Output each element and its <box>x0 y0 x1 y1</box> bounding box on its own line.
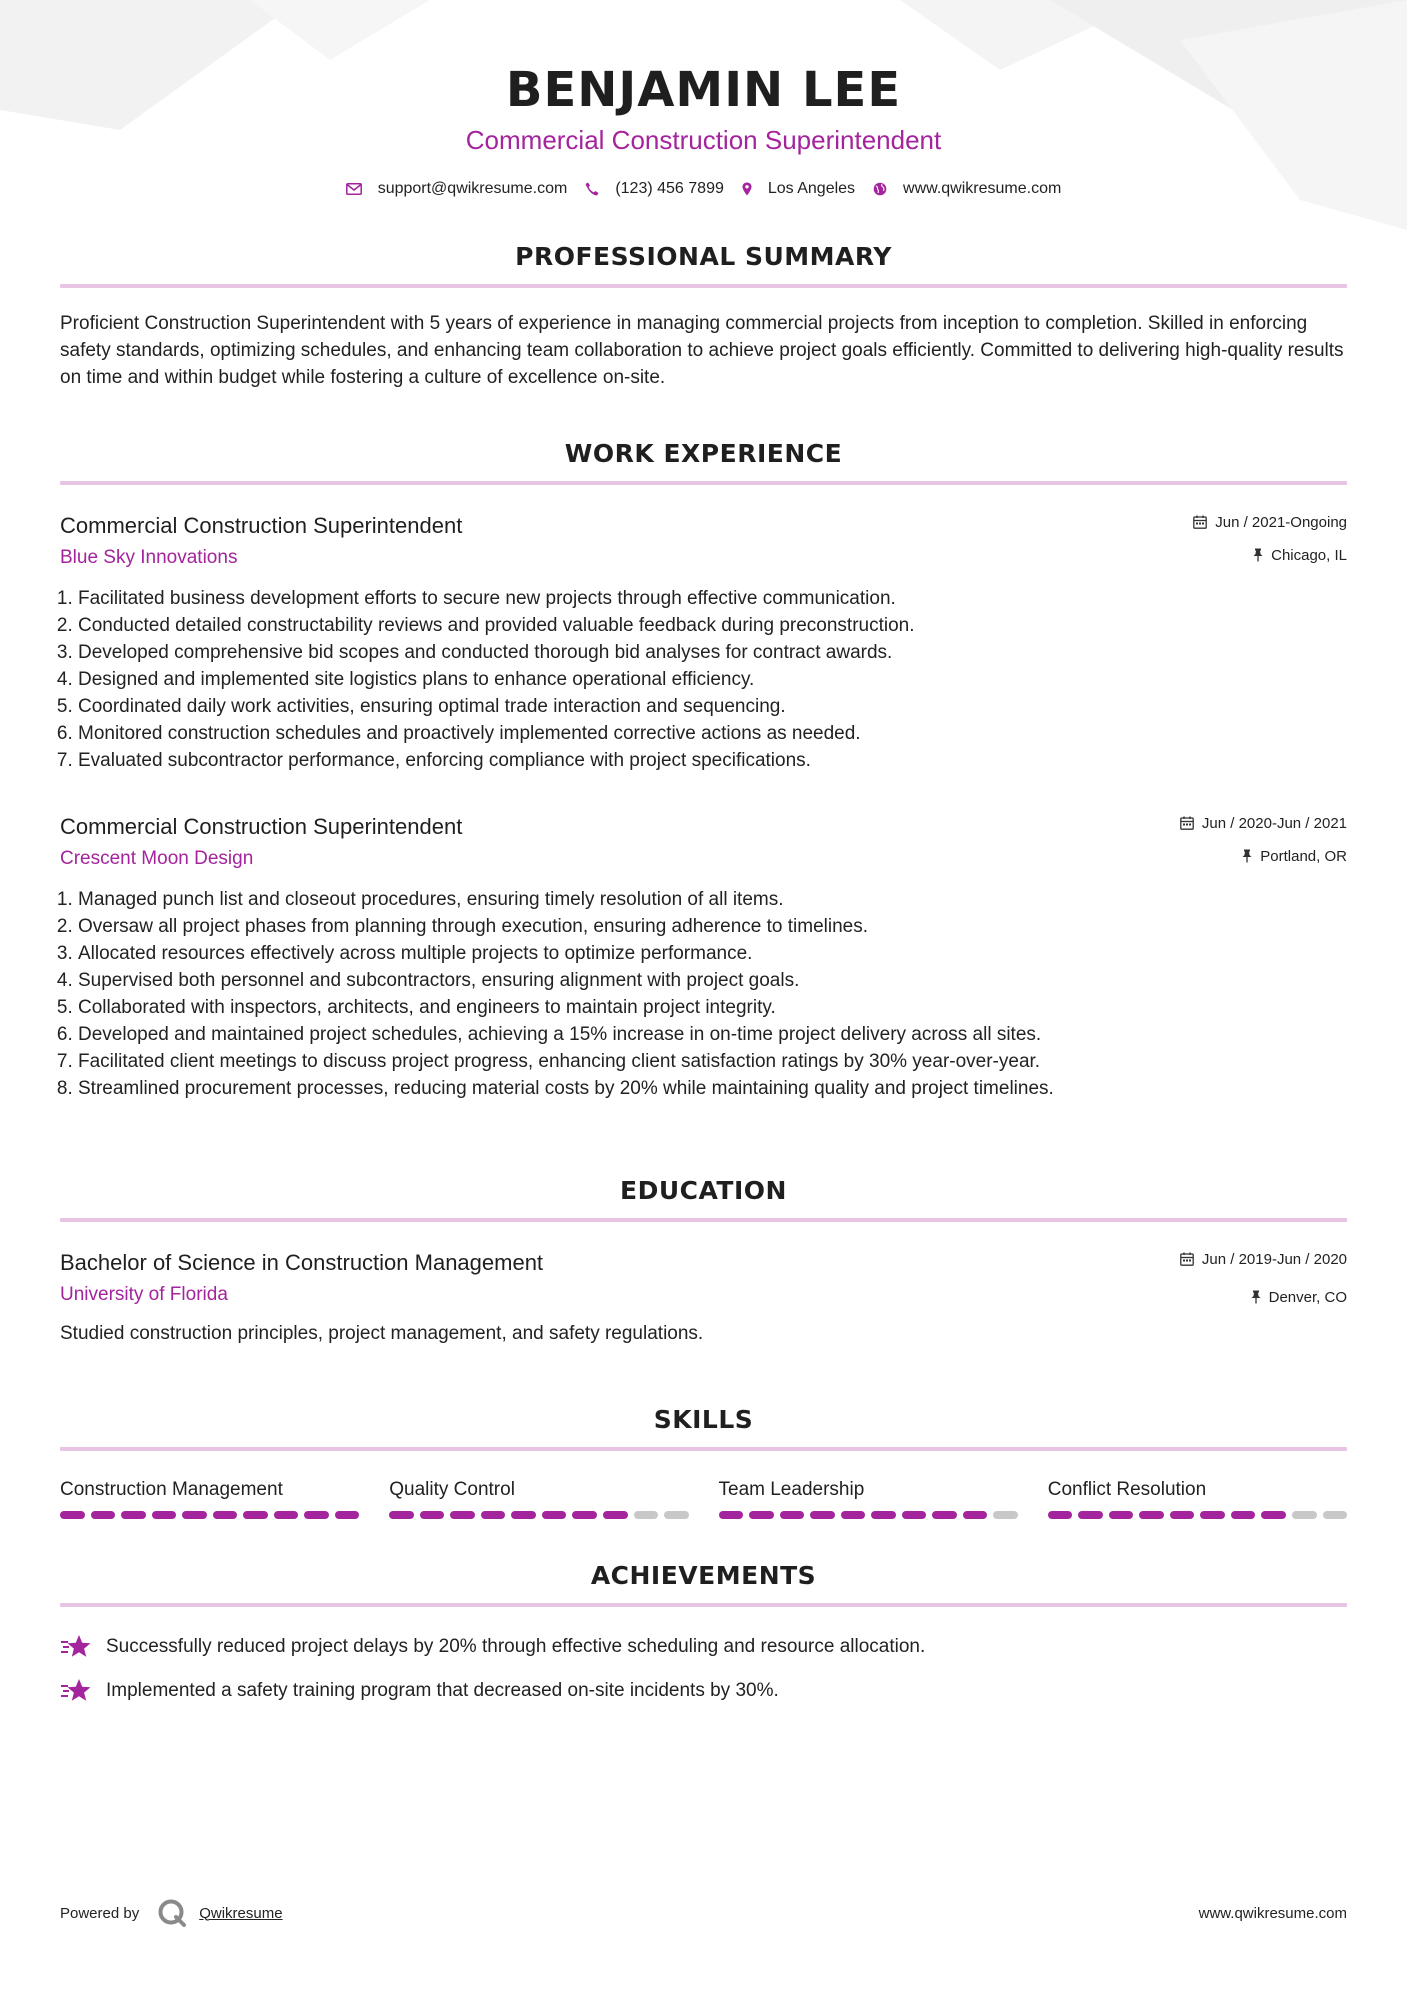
job-dates: Jun / 2021-Ongoing <box>1215 513 1347 531</box>
skill-segment-filled <box>603 1511 628 1519</box>
website-text: www.qwikresume.com <box>903 180 1062 197</box>
education-section <box>60 1176 1347 1347</box>
job-bullets <box>60 585 1347 774</box>
skill-segment-filled <box>749 1511 774 1519</box>
job-location: Chicago, IL <box>1271 546 1347 564</box>
email-text: support@qwikresume.com <box>377 180 568 197</box>
skill-segment-filled <box>1261 1511 1286 1519</box>
achievements-heading: ACHIEVEMENTS <box>590 1561 817 1590</box>
skill-segment-filled <box>450 1511 475 1519</box>
list-item: 6. Developed and maintained project schedules, achieving a 15% increase in on-time project delivery across all sites. <box>78 1021 1347 1048</box>
skill-segment-filled <box>481 1511 506 1519</box>
skill-segment-filled <box>963 1511 988 1519</box>
list-item: 7. Evaluated subcontractor performance, enforcing compliance with project specifications. <box>78 747 1347 774</box>
skill-level-bar <box>1048 1511 1347 1519</box>
skill-segment-empty <box>1323 1511 1348 1519</box>
list-item: 2. Conducted detailed constructability reviews and provided valuable feedback during preconstruction. <box>78 612 1347 639</box>
skill-segment-filled <box>91 1511 116 1519</box>
contact-bar <box>60 178 1347 200</box>
skill-segment-filled <box>60 1511 85 1519</box>
pushpin-icon <box>1242 849 1252 863</box>
list-item: 2. Oversaw all project phases from planning through execution, ensuring adherence to timelines. <box>78 913 1347 940</box>
list-item: 3. Developed comprehensive bid scopes and conducted thorough bid analyses for contract awards. <box>78 639 1347 666</box>
achievement-item <box>60 1677 1347 1704</box>
skill-segment-filled <box>335 1511 360 1519</box>
job-bullets <box>60 886 1347 1102</box>
skill-segment-filled <box>1139 1511 1164 1519</box>
skill-name: Team Leadership <box>718 1479 865 1500</box>
section-divider <box>60 1218 1347 1222</box>
job-dates: Jun / 2020-Jun / 2021 <box>1201 814 1347 832</box>
phone-text: (123) 456 7899 <box>615 180 724 197</box>
footer-website-link[interactable]: www.qwikresume.com <box>1198 1904 1347 1922</box>
skill-segment-filled <box>121 1511 146 1519</box>
skills-heading: SKILLS <box>653 1405 754 1434</box>
list-item: 4. Designed and implemented site logistics plans to enhance operational efficiency. <box>78 666 1347 693</box>
skill-segment-filled <box>152 1511 177 1519</box>
job-location: Portland, OR <box>1260 847 1347 865</box>
skill-name: Construction Management <box>60 1479 283 1500</box>
education-location: Denver, CO <box>1268 1288 1347 1306</box>
calendar-icon <box>1180 816 1194 830</box>
skill-level-bar <box>389 1511 688 1519</box>
map-pin-icon <box>742 182 752 196</box>
skill-item <box>719 1477 1018 1519</box>
skill-segment-filled <box>243 1511 268 1519</box>
summary-section <box>60 242 1347 391</box>
section-divider <box>60 1603 1347 1607</box>
candidate-title: Commercial Construction Superintendent <box>465 125 942 155</box>
skill-segment-filled <box>932 1511 957 1519</box>
skill-segment-empty <box>993 1511 1018 1519</box>
list-item: 1. Facilitated business development efforts to secure new projects through effective communication. <box>78 585 1347 612</box>
list-item: 4. Supervised both personnel and subcontractors, ensuring alignment with project goals. <box>78 967 1347 994</box>
pushpin-icon <box>1251 1290 1261 1304</box>
skills-section <box>60 1405 1347 1519</box>
job-role: Commercial Construction Superintendent <box>60 513 463 538</box>
resume-header <box>60 0 1347 200</box>
section-divider <box>60 1447 1347 1451</box>
achievements-list <box>60 1633 1347 1704</box>
skill-level-bar <box>60 1511 359 1519</box>
skill-segment-filled <box>511 1511 536 1519</box>
skill-item <box>1048 1477 1347 1519</box>
skill-segment-filled <box>213 1511 238 1519</box>
school-name: University of Florida <box>60 1284 228 1305</box>
skill-item <box>389 1477 688 1519</box>
education-entry <box>60 1248 1347 1347</box>
envelope-icon <box>346 183 362 195</box>
skill-segment-filled <box>304 1511 329 1519</box>
education-description: Studied construction principles, project management, and safety regulations. <box>60 1323 704 1344</box>
skill-segment-filled <box>1200 1511 1225 1519</box>
summary-text: Proficient Construction Superintendent with 5 years of experience in managing commercial projects from inception to completion. Skilled in enforcing safety standards, optimizing schedules, and enhancing team collaboration to achieve project goals efficiently. Committed to delivering high-quality results on time and within budget while fostering a culture of excellence on-site. <box>60 313 1344 388</box>
pushpin-icon <box>1253 548 1263 562</box>
skill-segment-empty <box>634 1511 659 1519</box>
powered-by-label: Powered by <box>60 1904 140 1922</box>
skill-segment-filled <box>810 1511 835 1519</box>
skill-segment-filled <box>871 1511 896 1519</box>
skill-segment-filled <box>389 1511 414 1519</box>
skill-segment-filled <box>1231 1511 1256 1519</box>
contact-phone[interactable] <box>585 180 724 198</box>
achievement-text: Implemented a safety training program that decreased on-site incidents by 30%. <box>106 1680 779 1701</box>
skill-name: Quality Control <box>389 1479 515 1500</box>
education-heading: EDUCATION <box>620 1176 787 1205</box>
list-item: 5. Collaborated with inspectors, architects, and engineers to maintain project integrity. <box>78 994 1347 1021</box>
skill-segment-filled <box>1170 1511 1195 1519</box>
skill-segment-filled <box>1048 1511 1073 1519</box>
skill-segment-filled <box>420 1511 445 1519</box>
skill-segment-empty <box>664 1511 689 1519</box>
skill-segment-filled <box>1078 1511 1103 1519</box>
brand-link[interactable]: Qwikresume <box>199 1904 283 1922</box>
skill-segment-filled <box>841 1511 866 1519</box>
skill-segment-filled <box>902 1511 927 1519</box>
skill-name: Conflict Resolution <box>1047 1479 1207 1500</box>
skill-segment-filled <box>1109 1511 1134 1519</box>
list-item: 7. Facilitated client meetings to discuss project progress, enhancing client satisfaction ratings by 30% year-over-year. <box>78 1048 1347 1075</box>
experience-section <box>60 439 1347 1102</box>
list-item: 1. Managed punch list and closeout procedures, ensuring timely resolution of all items. <box>78 886 1347 913</box>
contact-location <box>742 180 855 198</box>
calendar-icon <box>1180 1252 1194 1266</box>
summary-heading: PROFESSIONAL SUMMARY <box>515 242 892 271</box>
achievements-section <box>60 1561 1347 1704</box>
star-icon <box>60 1678 92 1704</box>
job-entry <box>60 511 1347 774</box>
section-divider <box>60 481 1347 485</box>
job-role: Commercial Construction Superintendent <box>60 814 463 839</box>
list-item: 3. Allocated resources effectively across multiple projects to optimize performance. <box>78 940 1347 967</box>
page-footer <box>60 1898 1347 1928</box>
candidate-name: BENJAMIN LEE <box>505 62 902 118</box>
section-divider <box>60 284 1347 288</box>
job-entry <box>60 812 1347 1102</box>
skill-level-bar <box>719 1511 1018 1519</box>
education-dates: Jun / 2019-Jun / 2020 <box>1201 1250 1347 1268</box>
skill-segment-empty <box>1292 1511 1317 1519</box>
contact-website[interactable] <box>873 180 1061 198</box>
job-company: Blue Sky Innovations <box>60 547 238 568</box>
contact-email[interactable] <box>346 180 568 198</box>
qwikresume-logo <box>157 1898 187 1928</box>
skill-segment-filled <box>780 1511 805 1519</box>
skills-grid <box>60 1477 1347 1519</box>
skill-segment-filled <box>572 1511 597 1519</box>
list-item: 5. Coordinated daily work activities, ensuring optimal trade interaction and sequencing. <box>78 693 1347 720</box>
list-item: 6. Monitored construction schedules and proactively implemented corrective actions as needed. <box>78 720 1347 747</box>
star-icon <box>60 1634 92 1660</box>
globe-icon <box>873 182 887 196</box>
achievement-item <box>60 1633 1347 1660</box>
skill-item <box>60 1477 359 1519</box>
phone-icon <box>585 182 599 196</box>
list-item: 8. Streamlined procurement processes, reducing material costs by 20% while maintaining quality and project timelines. <box>78 1075 1347 1102</box>
experience-heading: WORK EXPERIENCE <box>564 439 843 468</box>
achievement-text: Successfully reduced project delays by 20% through effective scheduling and resource allocation. <box>106 1636 926 1657</box>
location-text: Los Angeles <box>767 180 856 197</box>
skill-segment-filled <box>542 1511 567 1519</box>
degree-name: Bachelor of Science in Construction Management <box>60 1250 544 1275</box>
calendar-icon <box>1193 515 1207 529</box>
skill-segment-filled <box>719 1511 744 1519</box>
skill-segment-filled <box>274 1511 299 1519</box>
job-company: Crescent Moon Design <box>60 848 254 869</box>
skill-segment-filled <box>182 1511 207 1519</box>
